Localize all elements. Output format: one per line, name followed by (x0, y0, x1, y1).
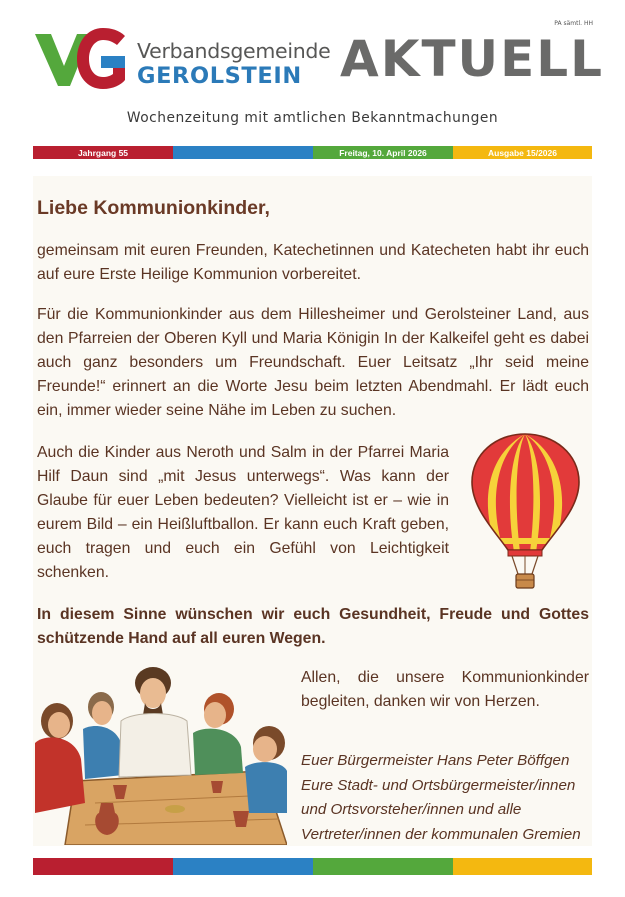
volume-label: Jahrgang 55 (33, 146, 173, 159)
signature-line: Vertreter/innen der kommunalen Gremien (301, 825, 581, 843)
article-paragraph-3: Auch die Kinder aus Neroth und Salm in der Pfarrei Maria Hilf Daun sind „mit Jesus unterwegs“. Was kann der Glaube für euer Leben bedeuten? Vielleicht ist er – wie in eurem Bild – ein Heißluftballon. Er kann euch Kraft geben, euch tragen und euch ein Gefühl von Leichtigkeit schenken. (37, 444, 449, 581)
article-heading: Liebe Kommunionkinder, (37, 197, 270, 219)
footer-bar-red (33, 858, 173, 875)
article-closing-wish: In diesem Sinne wünschen wir euch Gesundheit, Freude und Gottes schützende Hand auf all euren Wegen. (37, 606, 589, 647)
footer-bar-yellow (453, 858, 592, 875)
info-bar-blue-segment (173, 146, 313, 159)
issue-number: Ausgabe 15/2026 (453, 146, 592, 159)
issue-info-bar (33, 146, 592, 159)
article-paragraph-2: Für die Kommunionkinder aus dem Hillesheimer und Gerolsteiner Land, aus den Pfarreien der Oberen Kyll und Maria Königin In der Kalkeifel geht es dabei auch ganz besonders um Freundschaft. Euer Leitsatz „Ihr seid meine Freunde!“ erinnert an die Worte Jesu beim letzten Abendmahl. Er lädt euch ein, immer wieder seine Nähe im Leben zu suchen. (37, 306, 589, 419)
footer-bar-green (313, 858, 453, 875)
masthead-subtitle: Wochenzeitung mit amtlichen Bekanntmachungen (126, 110, 499, 126)
footer-color-bar (33, 858, 592, 875)
signature-line: und Ortsvorsteher/innen und alle (301, 801, 522, 818)
logo-text-verbandsgemeinde: Verbandsgemeinde (137, 39, 331, 63)
article-thanks: Allen, die unsere Kommunionkinder begleiten, danken wir von Herzen. (301, 669, 589, 710)
hot-air-balloon-illustration (468, 432, 583, 592)
masthead-title: AKTUELL (340, 30, 605, 88)
logo-text-gerolstein: GEROLSTEIN (137, 63, 302, 89)
footer-bar-blue (173, 858, 313, 875)
article-paragraph-1: gemeinsam mit euren Freunden, Katechetinnen und Katecheten habt ihr euch auf eure Erste Heilige Kommunion vorbereitet. (37, 242, 589, 283)
signature-line: Eure Stadt- und Ortsbürgermeister/innen (301, 776, 576, 794)
vg-logo-mark (33, 26, 127, 92)
postal-note: PA sämtl. HH (554, 20, 593, 27)
article-signature (301, 749, 601, 847)
last-supper-illustration (35, 663, 287, 845)
signature-line: Euer Bürgermeister Hans Peter Böffgen (301, 752, 570, 769)
issue-date: Freitag, 10. April 2026 (313, 146, 453, 159)
